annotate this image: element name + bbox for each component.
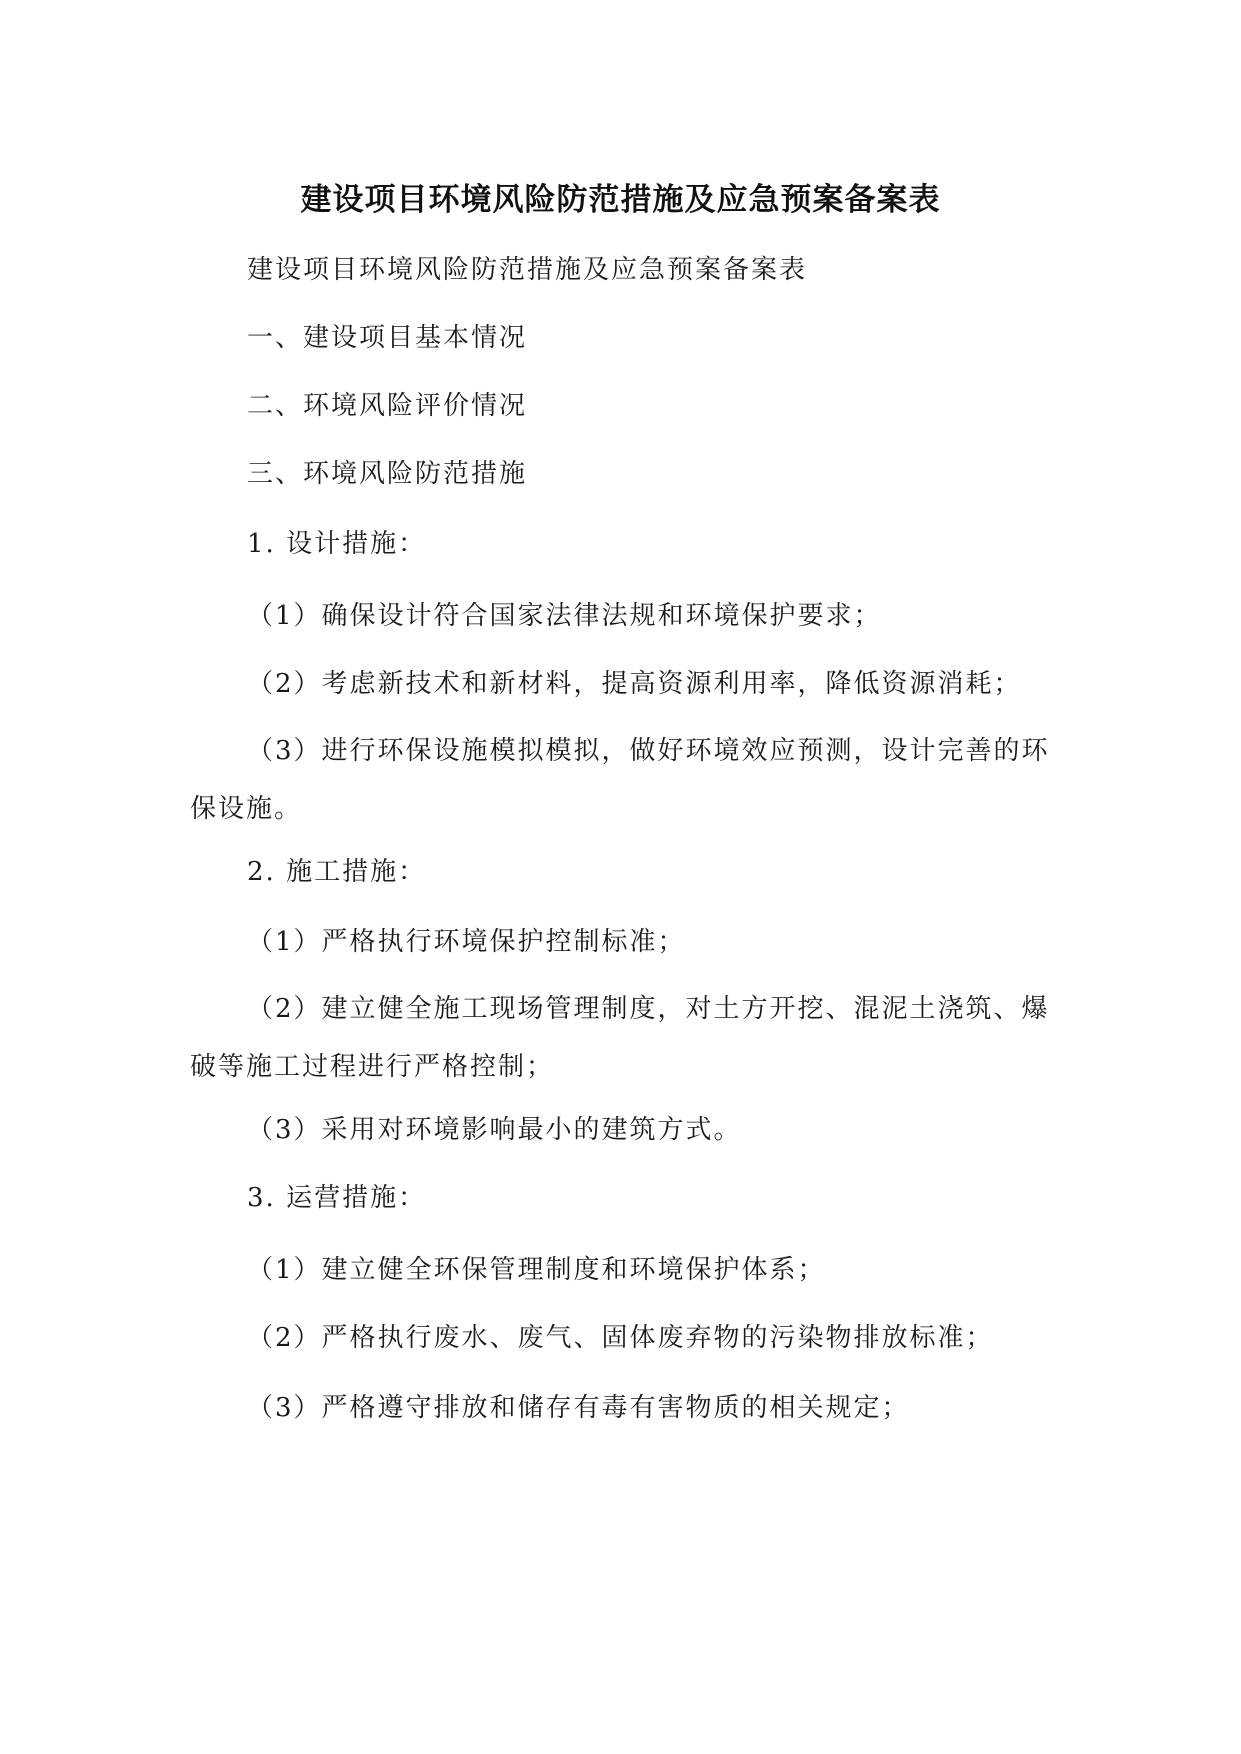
construction-item-3: （3）采用对环境影响最小的建筑方式。 — [247, 1115, 742, 1145]
operation-item-1: （1）建立健全环保管理制度和环境保护体系； — [247, 1255, 826, 1285]
design-item-3: （3）进行环保设施模拟模拟，做好环境效应预测，设计完善的环保设施。 — [190, 736, 1050, 824]
subsection-operation: 3. 运营措施： — [247, 1183, 427, 1213]
design-item-2: （2）考虑新技术和新材料，提高资源利用率，降低资源消耗； — [247, 669, 1022, 699]
operation-item-2: （2）严格执行废水、废气、固体废弃物的污染物排放标准； — [247, 1323, 994, 1353]
section-heading-3: 三、环境风险防范措施 — [247, 459, 528, 489]
section-heading-2: 二、环境风险评价情况 — [247, 391, 528, 421]
section-heading-1: 一、建设项目基本情况 — [247, 323, 528, 353]
construction-item-2: （2）建立健全施工现场管理制度，对土方开挖、混泥土浇筑、爆破等施工过程进行严格控制； — [190, 994, 1050, 1082]
subsection-construction: 2. 施工措施： — [247, 857, 427, 887]
design-item-1: （1）确保设计符合国家法律法规和环境保护要求； — [247, 601, 882, 631]
document-title: 建设项目环境风险防范措施及应急预案备案表 — [300, 182, 941, 218]
subtitle-line: 建设项目环境风险防范措施及应急预案备案表 — [247, 255, 808, 285]
construction-item-1: （1）严格执行环境保护控制标准； — [247, 927, 686, 957]
operation-item-3: （3）严格遵守排放和储存有毒有害物质的相关规定； — [247, 1393, 910, 1423]
subsection-design: 1. 设计措施： — [247, 529, 427, 559]
